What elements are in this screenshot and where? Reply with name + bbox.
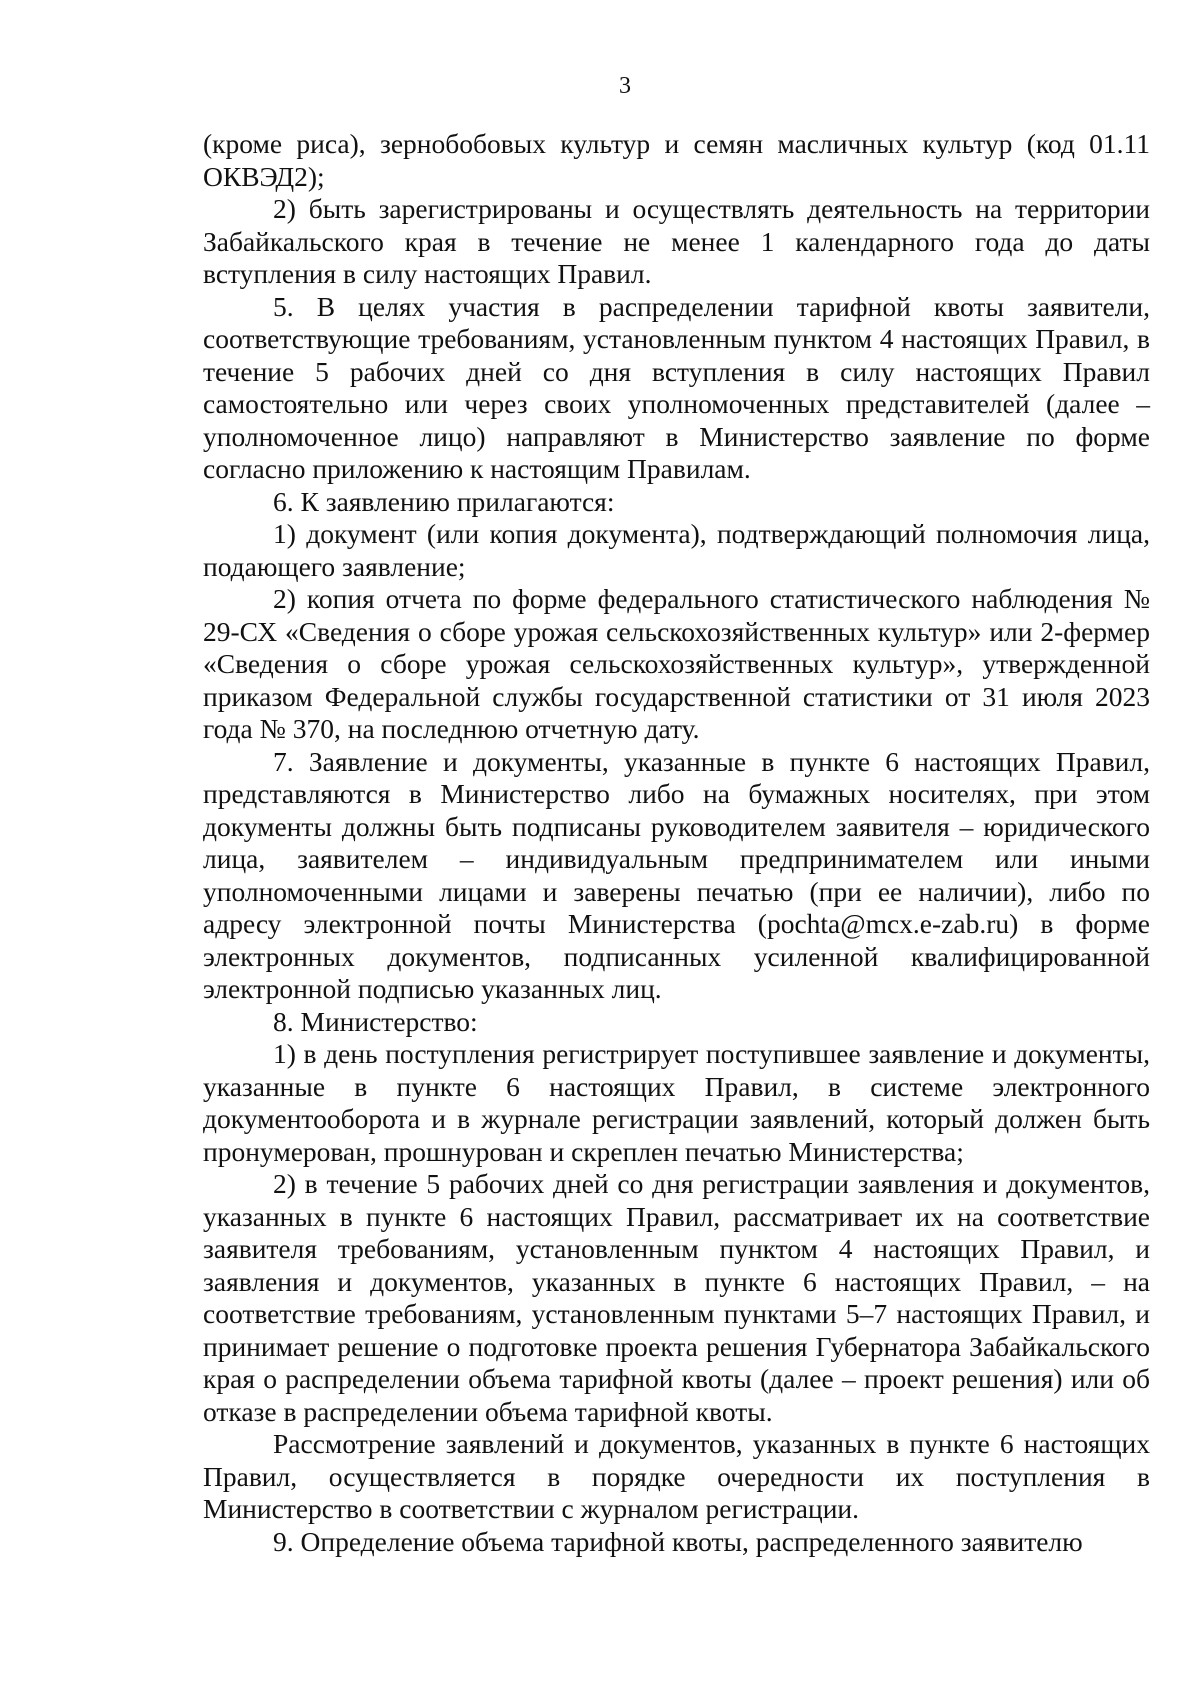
paragraph: (кроме риса), зернобобовых культур и семян масличных культур (код 01.11 ОКВЭД2); [203, 128, 1150, 192]
paragraph: 5. В целях участия в распределении тарифной квоты заявители, соответствующие требованиям, установленным пунктом 4 настоящих Правил, в течение 5 рабочих дней со дня вступления в силу настоящих Правил самостоятельно или через своих уполномоченных представителей (далее – уполномоченное лицо) направляют в Министерство заявление по форме согласно приложению к настоящим Правилам. [203, 290, 1150, 484]
page-number: 3 [619, 73, 631, 99]
paragraph: 7. Заявление и документы, указанные в пункте 6 настоящих Правил, представляются в Министерство либо на бумажных носителях, при этом документы должны быть подписаны руководителем заявителя – юридического лица, заявителем – индивидуальным предпринимателем или иными уполномоченными лицами и заверены печатью (при ее наличии), либо по адресу электронной почты Министерства (pochta@mcx.e-zab.ru) в форме электронных документов, подписанных усиленной квалифицированной электронной подписью указанных лиц. [203, 745, 1150, 1004]
paragraph: 2) копия отчета по форме федерального статистического наблюдения № 29-СХ «Сведения о сборе урожая сельскохозяйственных культур» или 2-фермер «Сведения о сборе урожая сельскохозяйственных культур», утвержденной приказом Федеральной службы государственной статистики от 31 июля 2023 года № 370, на последнюю отчетную дату. [203, 583, 1150, 744]
paragraph: 2) в течение 5 рабочих дней со дня регистрации заявления и документов, указанных в пункте 6 настоящих Правил, рассматривает их на соответствие заявителя требованиям, установленным пунктом 4 настоящих Правил, и заявления и документов, указанных в пункте 6 настоящих Правил, – на соответствие требованиям, установленным пунктами 5–7 настоящих Правил, и принимает решение о подготовке проекта решения Губернатора Забайкальского края о распределении объема тарифной квоты (далее – проект решения) или об отказе в распределении объема тарифной квоты. [203, 1168, 1150, 1427]
paragraph: 8. Министерство: [273, 1005, 478, 1037]
paragraph: 1) в день поступления регистрирует поступившее заявление и документы, указанные в пункте 6 настоящих Правил, в системе электронного документооборота и в журнале регистрации заявлений, который должен быть пронумерован, прошнурован и скреплен печатью Министерства; [203, 1038, 1150, 1167]
paragraph: 1) документ (или копия документа), подтверждающий полномочия лица, подающего заявление; [203, 518, 1150, 582]
paragraph: 9. Определение объема тарифной квоты, распределенного заявителю [273, 1525, 1083, 1557]
document-body [203, 128, 1150, 1558]
paragraph: 2) быть зарегистрированы и осуществлять деятельность на территории Забайкальского края в течение не менее 1 календарного года до даты вступления в силу настоящих Правил. [203, 193, 1150, 289]
paragraph: Рассмотрение заявлений и документов, указанных в пункте 6 настоящих Правил, осуществляется в порядке очередности их поступления в Министерство в соответствии с журналом регистрации. [203, 1428, 1150, 1524]
paragraph: 6. К заявлению прилагаются: [273, 485, 615, 517]
